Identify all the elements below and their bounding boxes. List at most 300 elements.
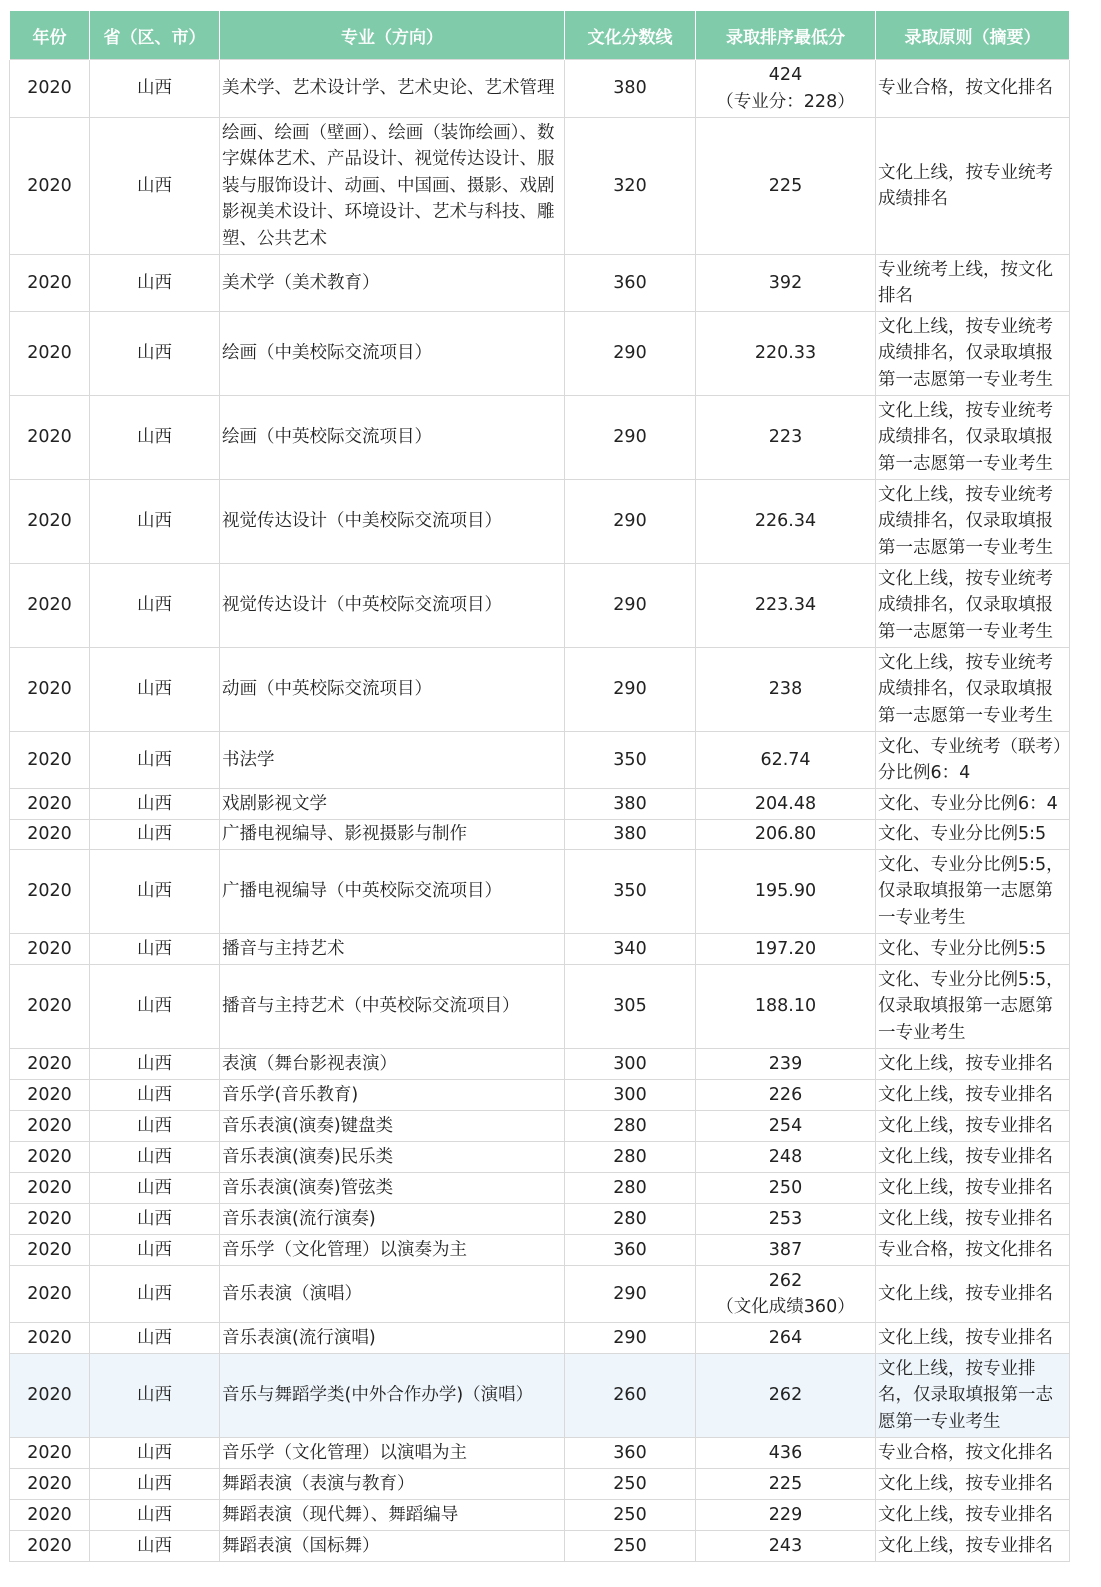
cell-year: [10, 1080, 90, 1111]
cell-min-score: [696, 1235, 876, 1266]
cell-culture-line: [565, 1080, 696, 1111]
cell-rule: [876, 1469, 1070, 1500]
cell-rule-text: 文化、专业统考（联考）分比例6：4: [878, 736, 1062, 783]
cell-major: [220, 480, 565, 564]
cell-culture-line: [565, 850, 696, 934]
table-row: [10, 1531, 1070, 1562]
cell-rule-text: 文化上线，按专业排名: [878, 1208, 1053, 1229]
cell-min-score: [696, 118, 876, 255]
cell-rule-text: 专业合格，按文化排名: [878, 78, 1053, 99]
cell-major-text: 广播电视编导（中英校际交流项目）: [222, 881, 502, 902]
cell-year: [10, 965, 90, 1049]
cell-culture-line-text: 290: [613, 511, 647, 532]
cell-year: [10, 255, 90, 312]
cell-year-text: 2020: [27, 511, 72, 532]
cell-min-score-text: 248: [768, 1146, 803, 1167]
cell-rule-text: 文化上线，按专业统考成绩排名，仅录取填报第一志愿第一专业考生: [878, 400, 1053, 474]
table-row: [10, 1049, 1070, 1080]
cell-rule-text: 文化上线，按专业排名: [878, 1177, 1053, 1198]
cell-rule: [876, 1142, 1070, 1173]
table-row: [10, 1500, 1070, 1531]
cell-rule: [876, 1531, 1070, 1562]
cell-culture-line-text: 300: [613, 1053, 647, 1074]
cell-province: [90, 1142, 220, 1173]
cell-major: [220, 564, 565, 648]
cell-rule: [876, 480, 1070, 564]
table-row: [10, 1266, 1070, 1323]
cell-major-text: 音乐表演(演奏)民乐类: [222, 1146, 394, 1167]
cell-culture-line: [565, 1049, 696, 1080]
cell-min-score: [696, 312, 876, 396]
cell-min-score: [696, 965, 876, 1049]
cell-year: [10, 1111, 90, 1142]
cell-min-score-text: 262: [768, 1270, 803, 1291]
cell-min-score-text: 254: [768, 1115, 803, 1136]
cell-rule: [876, 850, 1070, 934]
cell-rule: [876, 1049, 1070, 1080]
cell-culture-line-text: 280: [613, 1115, 647, 1136]
cell-min-score-note: （专业分：228）: [716, 91, 855, 112]
cell-year: [10, 1469, 90, 1500]
cell-culture-line-text: 250: [613, 1473, 647, 1494]
cell-major-text: 舞蹈表演（现代舞）、舞蹈编导: [222, 1504, 459, 1525]
cell-min-score-text: 220.33: [754, 343, 817, 364]
table-row: [10, 965, 1070, 1049]
cell-major: [220, 1049, 565, 1080]
cell-year: [10, 396, 90, 480]
cell-year-text: 2020: [27, 793, 72, 814]
cell-rule: [876, 965, 1070, 1049]
cell-province: [90, 789, 220, 820]
cell-province: [90, 1235, 220, 1266]
cell-province: [90, 1049, 220, 1080]
table-row: [10, 820, 1070, 850]
cell-rule: [876, 732, 1070, 789]
cell-culture-line-text: 290: [613, 343, 647, 364]
cell-rule: [876, 1354, 1070, 1438]
table-body: [10, 60, 1070, 1562]
cell-province-text: 山西: [137, 938, 172, 959]
cell-province-text: 山西: [137, 1473, 172, 1494]
cell-year-text: 2020: [27, 996, 72, 1017]
header-major: 专业（方向）: [220, 11, 565, 60]
cell-major-text: 音乐表演(流行演唱): [222, 1327, 376, 1348]
cell-year: [10, 480, 90, 564]
cell-province-text: 山西: [137, 595, 172, 616]
cell-province-text: 山西: [137, 78, 172, 99]
cell-min-score-text: 250: [768, 1177, 803, 1198]
cell-major: [220, 60, 565, 118]
table-row: [10, 789, 1070, 820]
table-header-row: [10, 11, 1070, 60]
cell-culture-line: [565, 1173, 696, 1204]
cell-year-text: 2020: [27, 824, 72, 845]
cell-rule-text: 文化上线，按专业统考成绩排名: [878, 162, 1053, 209]
cell-min-score-text: 239: [768, 1053, 803, 1074]
header-year: 年份: [10, 11, 90, 60]
cell-min-score-text: 229: [768, 1504, 803, 1525]
cell-major: [220, 1111, 565, 1142]
cell-major: [220, 1235, 565, 1266]
cell-year-text: 2020: [27, 881, 72, 902]
cell-min-score-text: 226.34: [754, 511, 817, 532]
table-row: [10, 1111, 1070, 1142]
cell-rule: [876, 1266, 1070, 1323]
cell-min-score-text: 225: [768, 175, 803, 196]
cell-year-text: 2020: [27, 1208, 72, 1229]
cell-min-score: [696, 1266, 876, 1323]
cell-major: [220, 1080, 565, 1111]
cell-major-text: 音乐学(音乐教育): [222, 1084, 359, 1105]
cell-min-score-text: 436: [768, 1442, 803, 1463]
cell-rule-text: 文化上线，按专业排名: [878, 1053, 1053, 1074]
cell-culture-line-text: 340: [613, 938, 647, 959]
cell-year: [10, 1173, 90, 1204]
cell-year-text: 2020: [27, 272, 72, 293]
cell-culture-line: [565, 934, 696, 965]
cell-province: [90, 118, 220, 255]
cell-province: [90, 1500, 220, 1531]
table-row: [10, 1323, 1070, 1354]
cell-rule-text: 文化上线，按专业排名: [878, 1504, 1053, 1525]
cell-year-text: 2020: [27, 1239, 72, 1260]
cell-province-text: 山西: [137, 824, 172, 845]
cell-province-text: 山西: [137, 1327, 172, 1348]
cell-major: [220, 396, 565, 480]
cell-min-score-text: 226: [768, 1084, 803, 1105]
cell-culture-line-text: 300: [613, 1084, 647, 1105]
header-min-score: 录取排序最低分: [696, 11, 876, 60]
cell-major: [220, 1204, 565, 1235]
cell-year: [10, 850, 90, 934]
cell-province-text: 山西: [137, 1504, 172, 1525]
cell-major: [220, 1500, 565, 1531]
cell-rule-text: 文化上线，按专业排名: [878, 1283, 1053, 1304]
cell-culture-line: [565, 255, 696, 312]
cell-province-text: 山西: [137, 1442, 172, 1463]
cell-culture-line: [565, 564, 696, 648]
cell-culture-line-text: 380: [613, 793, 647, 814]
cell-min-score: [696, 60, 876, 118]
cell-rule: [876, 1235, 1070, 1266]
cell-year: [10, 820, 90, 850]
cell-province-text: 山西: [137, 793, 172, 814]
cell-year-text: 2020: [27, 679, 72, 700]
cell-rule: [876, 1500, 1070, 1531]
cell-rule-text: 文化上线，按专业排名: [878, 1084, 1053, 1105]
cell-year-text: 2020: [27, 427, 72, 448]
cell-rule-text: 专业合格，按文化排名: [878, 1442, 1053, 1463]
cell-major: [220, 1469, 565, 1500]
cell-province: [90, 255, 220, 312]
cell-min-score: [696, 732, 876, 789]
cell-province: [90, 480, 220, 564]
cell-year-text: 2020: [27, 1327, 72, 1348]
cell-min-score: [696, 1173, 876, 1204]
cell-rule-text: 文化上线，按专业统考成绩排名，仅录取填报第一志愿第一专业考生: [878, 652, 1053, 726]
cell-rule: [876, 1080, 1070, 1111]
cell-culture-line-text: 250: [613, 1504, 647, 1525]
cell-major: [220, 1531, 565, 1562]
cell-major: [220, 1438, 565, 1469]
cell-min-score-text: 206.80: [754, 824, 817, 845]
cell-rule: [876, 396, 1070, 480]
cell-culture-line: [565, 480, 696, 564]
table-row: [10, 934, 1070, 965]
cell-province: [90, 1111, 220, 1142]
cell-year-text: 2020: [27, 1177, 72, 1198]
cell-rule-text: 文化、专业分比例5:5，仅录取填报第一志愿第一专业考生: [878, 854, 1064, 928]
cell-min-score: [696, 1469, 876, 1500]
cell-province: [90, 564, 220, 648]
cell-min-score-text: 243: [768, 1535, 803, 1556]
cell-min-score-text: 264: [768, 1327, 803, 1348]
cell-major: [220, 850, 565, 934]
cell-rule: [876, 934, 1070, 965]
cell-rule-text: 文化上线，按专业排名，仅录取填报第一志愿第一专业考生: [878, 1358, 1053, 1432]
table-row: [10, 312, 1070, 396]
cell-year-text: 2020: [27, 938, 72, 959]
cell-major-text: 美术学（美术教育）: [222, 272, 380, 293]
cell-major: [220, 255, 565, 312]
cell-province: [90, 1469, 220, 1500]
cell-min-score: [696, 1142, 876, 1173]
cell-rule: [876, 118, 1070, 255]
cell-culture-line: [565, 1204, 696, 1235]
cell-year-text: 2020: [27, 1473, 72, 1494]
cell-rule: [876, 255, 1070, 312]
cell-major: [220, 934, 565, 965]
cell-culture-line: [565, 1354, 696, 1438]
cell-major-text: 视觉传达设计（中美校际交流项目）: [222, 511, 502, 532]
cell-rule: [876, 648, 1070, 732]
cell-min-score-note: （文化成绩360）: [716, 1297, 855, 1317]
table-row: [10, 1469, 1070, 1500]
cell-rule-text: 文化、专业分比例5:5: [878, 824, 1047, 845]
cell-province: [90, 648, 220, 732]
cell-culture-line: [565, 789, 696, 820]
cell-province: [90, 850, 220, 934]
table-row: [10, 1142, 1070, 1173]
cell-major: [220, 1354, 565, 1438]
cell-culture-line-text: 350: [613, 749, 647, 770]
cell-min-score-text: 62.74: [760, 749, 811, 770]
cell-rule-text: 专业合格，按文化排名: [878, 1239, 1053, 1260]
cell-year-text: 2020: [27, 749, 72, 770]
table-row: [10, 1080, 1070, 1111]
cell-min-score-text: 225: [768, 1473, 803, 1494]
cell-major-text: 播音与主持艺术: [222, 938, 345, 959]
cell-province: [90, 396, 220, 480]
cell-year: [10, 60, 90, 118]
cell-province-text: 山西: [137, 1115, 172, 1136]
cell-culture-line-text: 280: [613, 1146, 647, 1167]
cell-major: [220, 648, 565, 732]
cell-min-score-text: 238: [768, 679, 803, 700]
cell-min-score: [696, 480, 876, 564]
cell-culture-line: [565, 1500, 696, 1531]
table-row: [10, 255, 1070, 312]
cell-min-score: [696, 564, 876, 648]
cell-culture-line: [565, 396, 696, 480]
cell-culture-line: [565, 1323, 696, 1354]
cell-province-text: 山西: [137, 1177, 172, 1198]
cell-min-score: [696, 255, 876, 312]
cell-year-text: 2020: [27, 1146, 72, 1167]
cell-min-score-text: 195.90: [754, 881, 817, 902]
cell-culture-line: [565, 1438, 696, 1469]
cell-year-text: 2020: [27, 1504, 72, 1525]
cell-culture-line-text: 290: [613, 1283, 647, 1304]
cell-year: [10, 732, 90, 789]
cell-major-text: 音乐学（文化管理）以演奏为主: [222, 1239, 467, 1260]
cell-rule: [876, 820, 1070, 850]
cell-major-text: 音乐学（文化管理）以演唱为主: [222, 1442, 467, 1463]
cell-culture-line-text: 250: [613, 1535, 647, 1556]
cell-year: [10, 934, 90, 965]
cell-culture-line: [565, 60, 696, 118]
cell-province-text: 山西: [137, 1239, 172, 1260]
cell-culture-line: [565, 118, 696, 255]
cell-min-score-text: 223.34: [754, 595, 817, 616]
cell-major-text: 动画（中英校际交流项目）: [222, 679, 432, 700]
cell-min-score: [696, 1049, 876, 1080]
cell-province-text: 山西: [137, 427, 172, 448]
cell-major-text: 音乐表演(流行演奏): [222, 1208, 376, 1229]
cell-min-score: [696, 850, 876, 934]
cell-rule-text: 专业统考上线，按文化排名: [878, 259, 1053, 306]
cell-rule: [876, 312, 1070, 396]
cell-province-text: 山西: [137, 996, 172, 1017]
cell-min-score: [696, 1354, 876, 1438]
cell-major-text: 绘画、绘画（壁画）、绘画（装饰绘画）、数字媒体艺术、产品设计、视觉传达设计、服装与服饰设计、动画、中国画、摄影、戏剧影视美术设计、环境设计、艺术与科技、雕塑、公共艺术: [222, 122, 555, 249]
table-row: [10, 1235, 1070, 1266]
cell-major: [220, 118, 565, 255]
table-row: [10, 1438, 1070, 1469]
table-row: [10, 60, 1070, 118]
cell-major-text: 音乐表演(演奏)键盘类: [222, 1115, 394, 1136]
cell-culture-line-text: 280: [613, 1208, 647, 1229]
cell-year: [10, 1235, 90, 1266]
cell-province: [90, 1204, 220, 1235]
cell-province-text: 山西: [137, 749, 172, 770]
cell-year: [10, 1049, 90, 1080]
cell-province-text: 山西: [137, 1084, 172, 1105]
cell-province-text: 山西: [137, 1385, 172, 1406]
cell-rule: [876, 1438, 1070, 1469]
cell-rule-text: 文化上线，按专业排名: [878, 1535, 1053, 1556]
cell-year-text: 2020: [27, 175, 72, 196]
admission-table: [9, 11, 1070, 1562]
cell-culture-line-text: 360: [613, 1442, 647, 1463]
cell-rule: [876, 1111, 1070, 1142]
cell-min-score-text: 253: [768, 1208, 803, 1229]
cell-province-text: 山西: [137, 175, 172, 196]
cell-min-score-text: 387: [768, 1239, 803, 1260]
cell-min-score: [696, 1500, 876, 1531]
cell-province: [90, 1323, 220, 1354]
cell-year: [10, 1354, 90, 1438]
cell-year-text: 2020: [27, 1385, 72, 1406]
cell-year-text: 2020: [27, 1053, 72, 1074]
cell-major: [220, 820, 565, 850]
table-row: [10, 480, 1070, 564]
cell-rule: [876, 60, 1070, 118]
cell-min-score: [696, 820, 876, 850]
cell-rule: [876, 564, 1070, 648]
cell-year-text: 2020: [27, 1115, 72, 1136]
cell-min-score: [696, 1438, 876, 1469]
cell-culture-line: [565, 1531, 696, 1562]
table-row: [10, 1204, 1070, 1235]
cell-major-text: 舞蹈表演（国标舞）: [222, 1535, 380, 1556]
cell-culture-line: [565, 1469, 696, 1500]
cell-year: [10, 118, 90, 255]
cell-major: [220, 1142, 565, 1173]
cell-culture-line: [565, 732, 696, 789]
cell-province: [90, 965, 220, 1049]
cell-rule-text: 文化、专业分比例5:5，仅录取填报第一志愿第一专业考生: [878, 969, 1064, 1043]
cell-year: [10, 1204, 90, 1235]
cell-min-score-text: 262: [768, 1385, 803, 1406]
cell-year: [10, 1531, 90, 1562]
cell-province: [90, 934, 220, 965]
cell-culture-line-text: 290: [613, 595, 647, 616]
cell-culture-line-text: 305: [613, 996, 647, 1017]
cell-culture-line: [565, 820, 696, 850]
cell-rule-text: 文化上线，按专业排名: [878, 1327, 1053, 1348]
header-culture-line: 文化分数线: [565, 11, 696, 60]
cell-rule-text: 文化上线，按专业统考成绩排名，仅录取填报第一志愿第一专业考生: [878, 316, 1053, 390]
cell-major: [220, 312, 565, 396]
cell-min-score-text: 197.20: [754, 938, 817, 959]
cell-rule-text: 文化上线，按专业排名: [878, 1473, 1053, 1494]
cell-year-text: 2020: [27, 1442, 72, 1463]
cell-culture-line-text: 260: [613, 1385, 647, 1406]
cell-min-score-text: 424: [768, 65, 803, 85]
cell-rule: [876, 789, 1070, 820]
cell-major: [220, 1266, 565, 1323]
cell-rule-text: 文化、专业分比例5:5: [878, 938, 1047, 959]
cell-min-score: [696, 789, 876, 820]
cell-culture-line: [565, 1266, 696, 1323]
cell-year: [10, 1266, 90, 1323]
cell-major-text: 表演（舞台影视表演）: [222, 1053, 397, 1074]
cell-year-text: 2020: [27, 343, 72, 364]
cell-culture-line: [565, 648, 696, 732]
cell-culture-line: [565, 312, 696, 396]
cell-culture-line-text: 380: [613, 824, 647, 845]
cell-culture-line-text: 360: [613, 272, 647, 293]
cell-province-text: 山西: [137, 1535, 172, 1556]
cell-major-text: 舞蹈表演（表演与教育）: [222, 1473, 415, 1494]
cell-major-text: 绘画（中英校际交流项目）: [222, 427, 432, 448]
cell-province: [90, 732, 220, 789]
cell-year-text: 2020: [27, 1283, 72, 1304]
cell-rule-text: 文化上线，按专业统考成绩排名，仅录取填报第一志愿第一专业考生: [878, 484, 1053, 558]
table-row: [10, 648, 1070, 732]
cell-culture-line-text: 290: [613, 427, 647, 448]
cell-rule-text: 文化上线，按专业排名: [878, 1146, 1053, 1167]
table-row: [10, 396, 1070, 480]
table-row: [10, 1354, 1070, 1438]
cell-major-text: 戏剧影视文学: [222, 793, 327, 814]
cell-year-text: 2020: [27, 595, 72, 616]
cell-year: [10, 648, 90, 732]
cell-culture-line: [565, 965, 696, 1049]
cell-culture-line-text: 320: [613, 175, 647, 196]
cell-major: [220, 789, 565, 820]
